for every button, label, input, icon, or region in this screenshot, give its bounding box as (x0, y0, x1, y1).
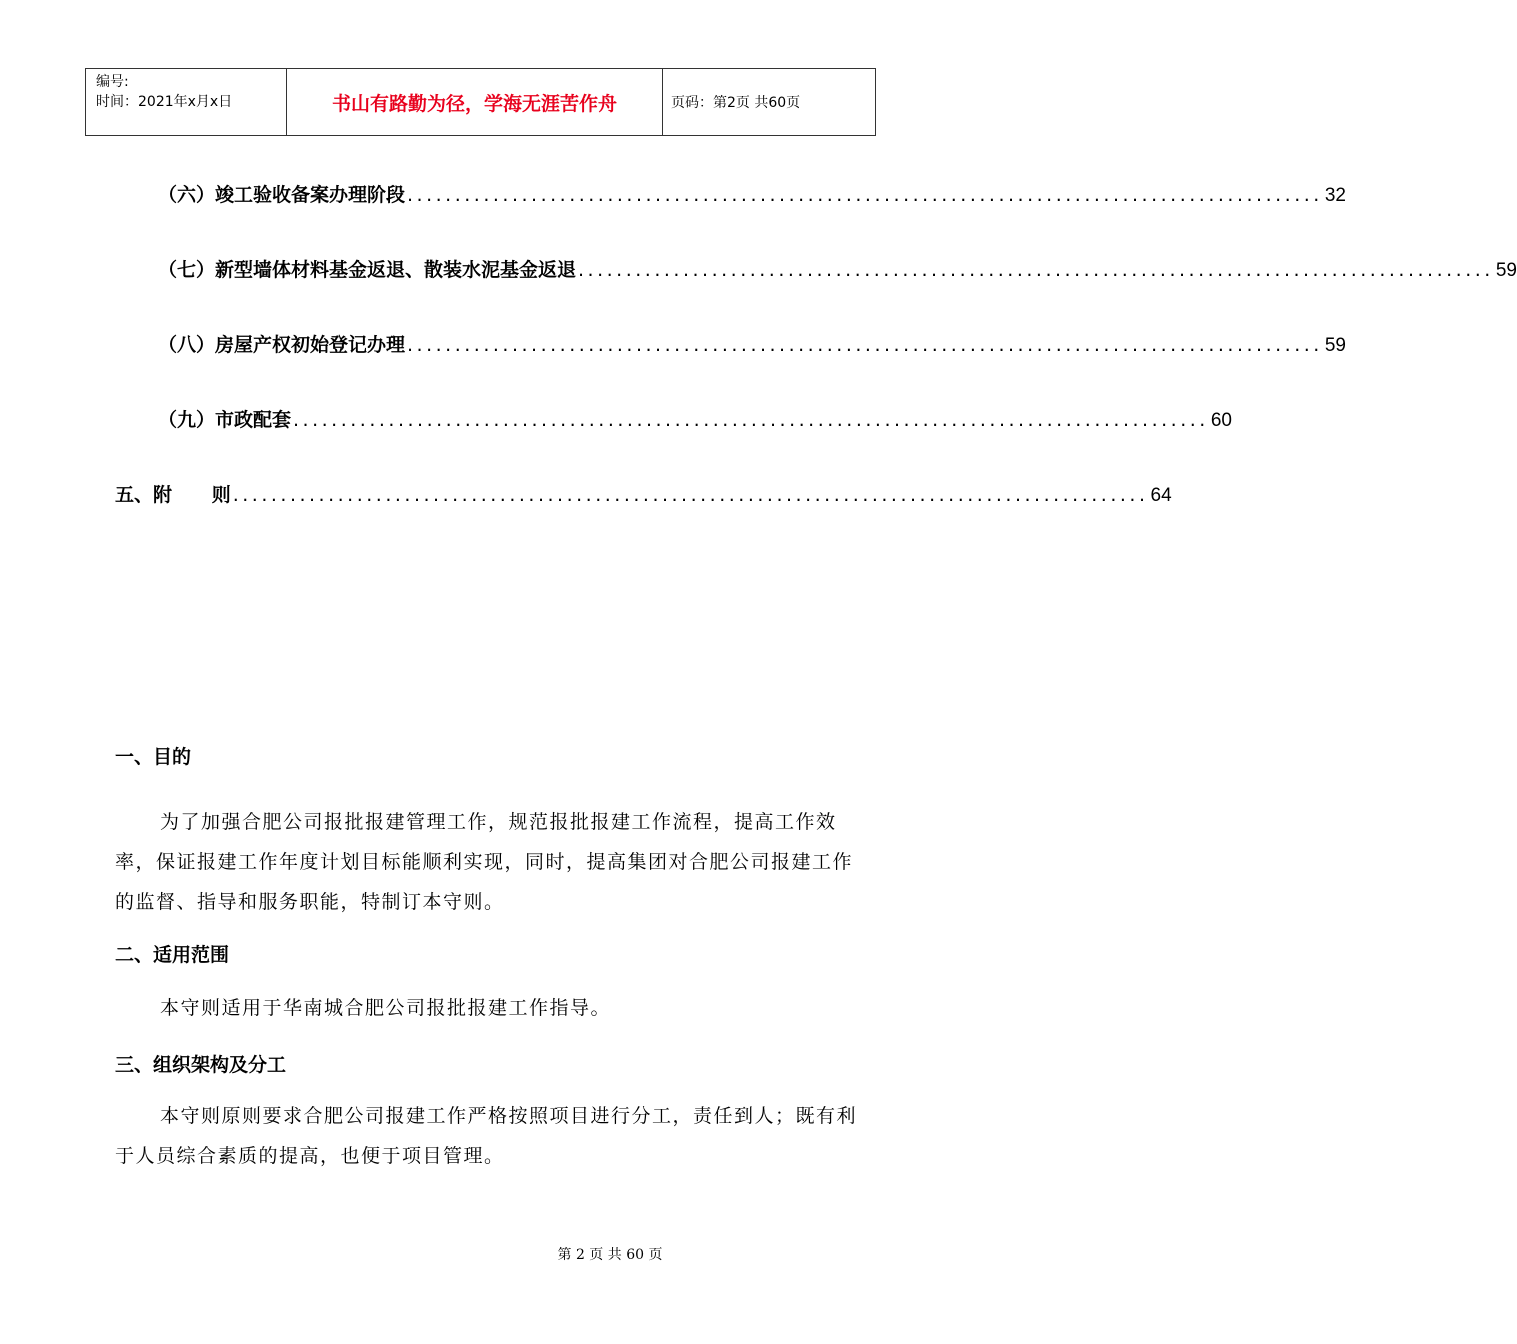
section-heading-scope: 二、适用范围 (115, 944, 230, 966)
toc-entry[interactable] (158, 180, 1346, 207)
toc-entry[interactable] (158, 330, 1346, 357)
toc-leader-dots: ................................................................................................ (293, 409, 1209, 431)
toc-entry-title: （九）市政配套 (158, 409, 292, 431)
header-page-info: 页码：第2页 共60页 (671, 95, 801, 111)
toc-entry-page: 64 (1150, 485, 1172, 506)
section-heading-organization: 三、组织架构及分工 (115, 1054, 287, 1076)
section-text-purpose: 为了加强合肥公司报批报建管理工作，规范报批报建工作流程，提高工作效率，保证报建工作年度计划目标能顺利实现，同时，提高集团对合肥公司报建工作的监督、指导和服务职能，特制订本守则。 (115, 811, 854, 913)
document-time-label: 时间：2021年x月x日 (96, 94, 233, 110)
toc-entry-page: 32 (1324, 185, 1346, 206)
toc-entry-title: （七）新型墙体材料基金返退、散装水泥基金返退 (158, 259, 577, 281)
header-table (85, 68, 876, 136)
toc-entry-page: 60 (1210, 410, 1232, 431)
section-text-organization: 本守则原则要求合肥公司报建工作严格按照项目进行分工，责任到人；既有利于人员综合素质的提高，也便于项目管理。 (115, 1105, 858, 1167)
toc-leader-dots: ................................................................................................ (232, 484, 1149, 506)
header-motto: 书山有路勤为径，学海无涯苦作舟 (331, 92, 617, 115)
section-heading-purpose: 一、目的 (115, 746, 192, 768)
document-number-label: 编号: (96, 74, 129, 90)
footer-page-number: 第 2 页 共 60 页 (557, 1247, 663, 1263)
toc-leader-dots: ................................................................................................ (578, 259, 1494, 281)
toc-leader-dots: ................................................................................................ (407, 334, 1323, 356)
toc-entry-title: 五、附 则 (115, 484, 231, 506)
header-page-cell (663, 69, 875, 135)
toc-entry-title: （六）竣工验收备案办理阶段 (158, 184, 406, 206)
toc-entry-title: （八）房屋产权初始登记办理 (158, 334, 406, 356)
toc-entry-page: 59 (1495, 260, 1517, 281)
header-motto-cell (287, 69, 663, 135)
toc-entry-page: 59 (1324, 335, 1346, 356)
toc-leader-dots: ................................................................................................ (407, 184, 1323, 206)
section-text-scope: 本守则适用于华南城合肥公司报批报建工作指导。 (160, 997, 612, 1019)
header-meta-cell (86, 69, 287, 135)
toc-entry[interactable] (158, 255, 1517, 282)
toc-entry[interactable] (158, 405, 1232, 432)
toc-entry[interactable] (115, 480, 1172, 507)
page-footer (0, 1244, 950, 1264)
